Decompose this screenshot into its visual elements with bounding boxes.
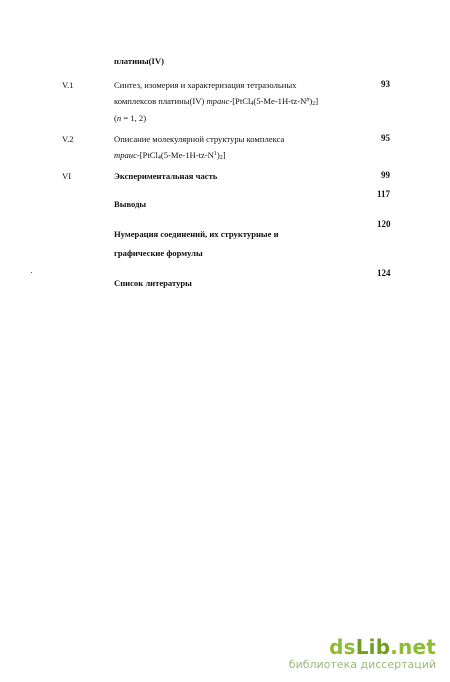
toc-references-title: Список литературы [114, 278, 192, 288]
toc-references-page-number: 124 [377, 268, 391, 278]
watermark-tagline: библиотека диссертаций [288, 658, 436, 671]
toc-v1-title-line3: (n = 1, 2) [114, 113, 147, 123]
toc-section-number-v1: V.1 [62, 80, 74, 90]
toc-vi-page-number: 99 [381, 170, 390, 180]
toc-v1-page-number: 93 [381, 79, 390, 89]
scan-speck [31, 272, 32, 273]
watermark [289, 636, 436, 671]
toc-section-number-v2: V.2 [62, 134, 74, 144]
toc-v2-page-number: 95 [381, 133, 390, 143]
toc-section-number-vi: VI [62, 171, 72, 181]
toc-continuation-line: платины(IV) [114, 56, 164, 66]
toc-numbering-title-line2: графические формулы [114, 248, 203, 258]
toc-conclusions-title: Выводы [114, 199, 147, 209]
watermark-logo: dsLib.net [329, 635, 436, 659]
toc-vi-title: Экспериментальная часть [114, 171, 218, 181]
toc-numbering-title-line1: Нумерация соединений, их структурные и [114, 229, 279, 239]
toc-v1-title-line1: Синтез, изомерия и характеризация тетразольных [114, 80, 297, 90]
toc-v1-title-line2: комплексов платины(IV) транс-$[PtCl_4(5-Me-1H-tz-N^n)_2]$ [114, 96, 319, 107]
toc-numbering-page-number: 120 [377, 219, 391, 229]
toc-v2-title-line1: Описание молекулярной структуры комплекса [114, 134, 285, 144]
toc-conclusions-page-number: 117 [377, 189, 391, 199]
toc-v2-title-line2: транс-$[PtCl_4(5-Me-1H-tz-N^1)_2]$ [114, 150, 226, 161]
